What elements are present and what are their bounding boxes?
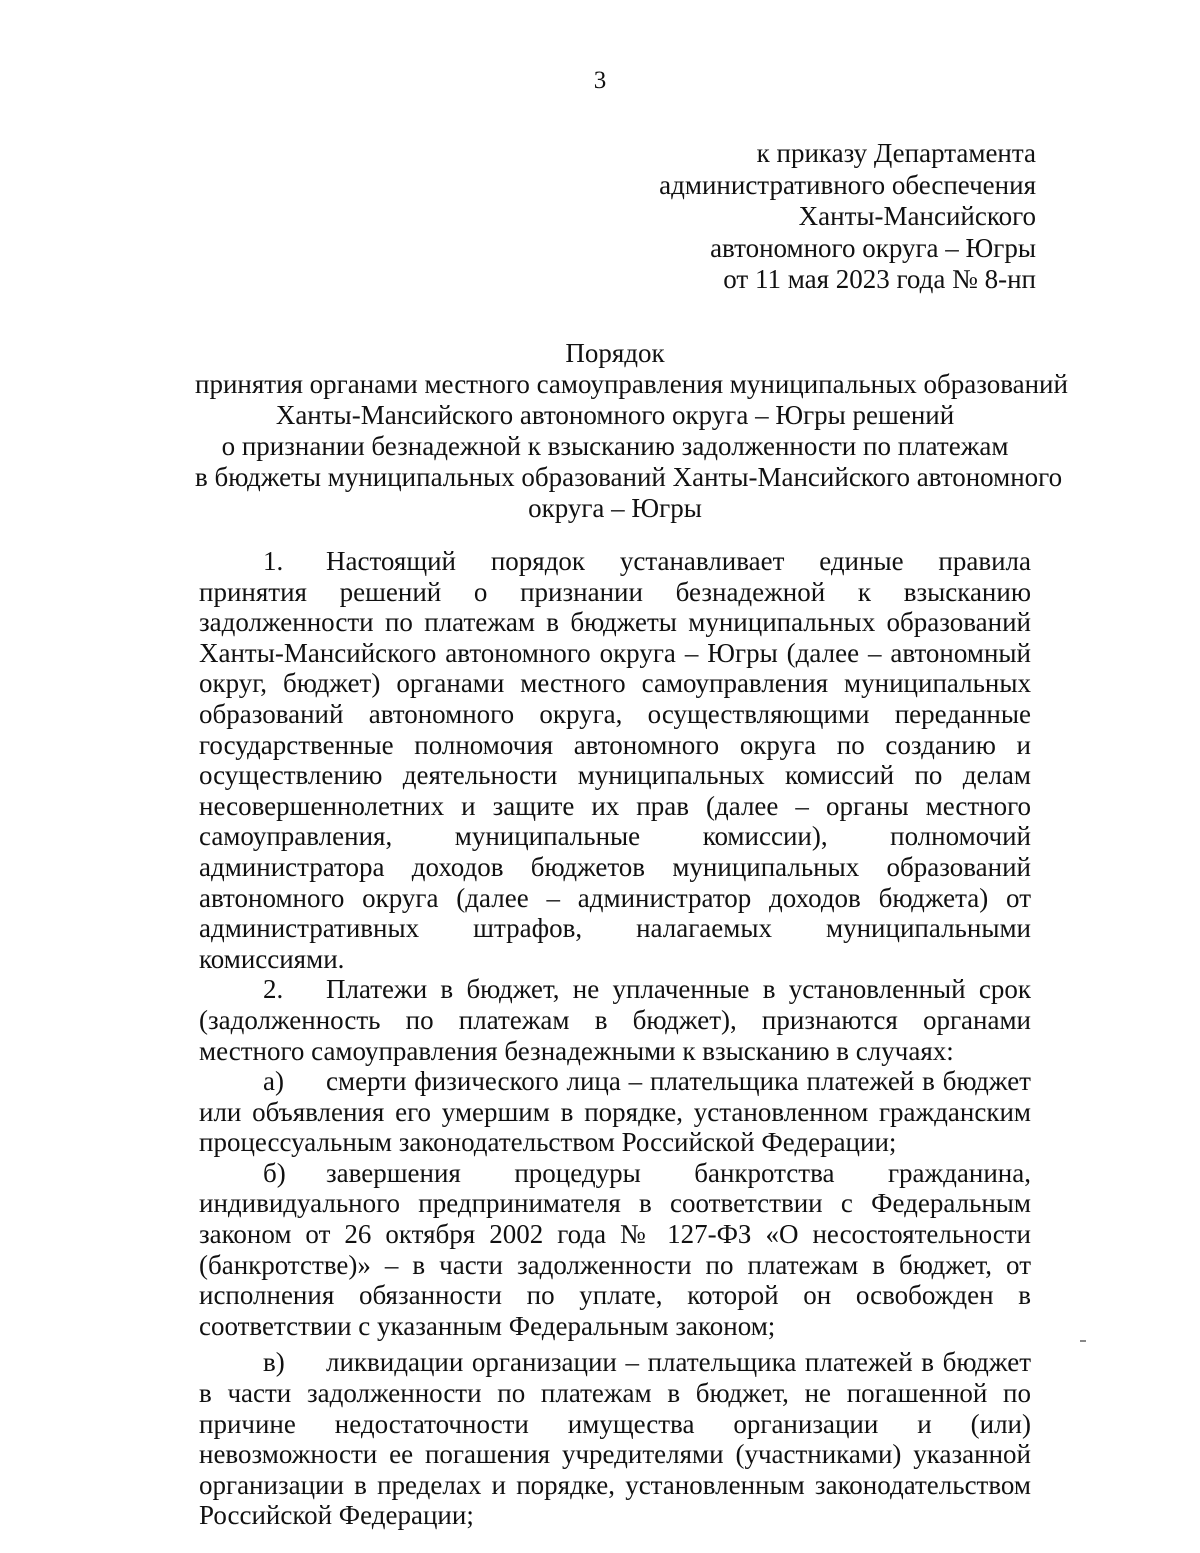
document-body [199,546,1031,1531]
title-line: в бюджеты муниципальных образований Ханты-Мансийского автономного [195,462,1063,492]
paragraph-text: Платежи в бюджет, не уплаченные в установленный срок (задолженность по платежам в бюджет), признаются органами местного самоуправления безнадежными к взысканию в случаях: [199,974,1031,1066]
subparagraph-v [199,1347,1031,1531]
subparagraph-text: смерти физического лица – плательщика платежей в бюджет или объявления его умершим в порядке, установленном гражданским процессуальным законодательством Российской Федерации; [199,1066,1031,1158]
subparagraph-letter: а) [263,1066,284,1097]
paragraph-number: 1. [263,546,284,576]
page-number: 3 [593,67,607,94]
paragraph-text: Настоящий порядок устанавливает единые правила принятия решений о признании безнадежной к взысканию задолженности по платежам в бюджеты муниципальных образований Ханты-Мансийского автономного округа – Югры (далее – автономный округ, бюджет) органами местного самоуправления муниципальных образований автономного округа, осуществляющими переданные государственные полномочия автономного округа по созданию и осуществлению деятельности муниципальных комиссий по делам несовершеннолетних и защите их прав (далее – органы местного самоуправления, муниципальные комиссии), полномочий администратора доходов бюджетов муниципальных образований автономного округа (далее – администратор доходов бюджета) от административных штрафов, налагаемых муниципальными комиссиями. [199,546,1031,974]
appendix-line: Ханты-Мансийского [798,201,1036,231]
appendix-reference [659,138,1036,296]
title-line: о признании безнадежной к взысканию задолженности по платежам [221,431,1009,461]
subparagraph-letter: в) [263,1347,285,1378]
scan-mark [1080,1340,1086,1342]
title-line: Ханты-Мансийского автономного округа – Югры решений [275,400,955,430]
appendix-line: автономного округа – Югры [710,232,1036,263]
appendix-line: к приказу Департамента [756,138,1036,168]
appendix-line: от 11 мая 2023 года № 8-нп [723,264,1036,294]
title-line: округа – Югры [528,493,702,523]
subparagraph-a [199,1066,1031,1158]
appendix-line: административного обеспечения [659,169,1036,200]
paragraph-number: 2. [263,974,284,1005]
subparagraph-b [199,1158,1031,1342]
paragraph-1 [199,546,1031,974]
subparagraph-text: завершения процедуры банкротства гражданина, индивидуального предпринимателя в соответствии с Федеральным законом от 26 октября 2002 года № 127-ФЗ «О несостоятельности (банкротстве)» – в части задолженности по платежам в бюджет, от исполнения обязанности по уплате, которой он освобожден в соответствии с указанным Федеральным законом; [199,1157,1031,1341]
document-title [195,338,1068,524]
subparagraph-text: ликвидации организации – плательщика платежей в бюджет в части задолженности по платежам в бюджет, не погашенной по причине недостаточности имущества организации и (или) невозможности ее погашения учредителями (участниками) указанной организации в пределах и порядке, установленным законодательством Российской Федерации; [199,1347,1031,1531]
subparagraph-letter: б) [263,1157,286,1188]
title-line: принятия органами местного самоуправления муниципальных образований [195,369,1068,399]
title-line: Порядок [565,338,665,368]
paragraph-2 [199,974,1031,1066]
